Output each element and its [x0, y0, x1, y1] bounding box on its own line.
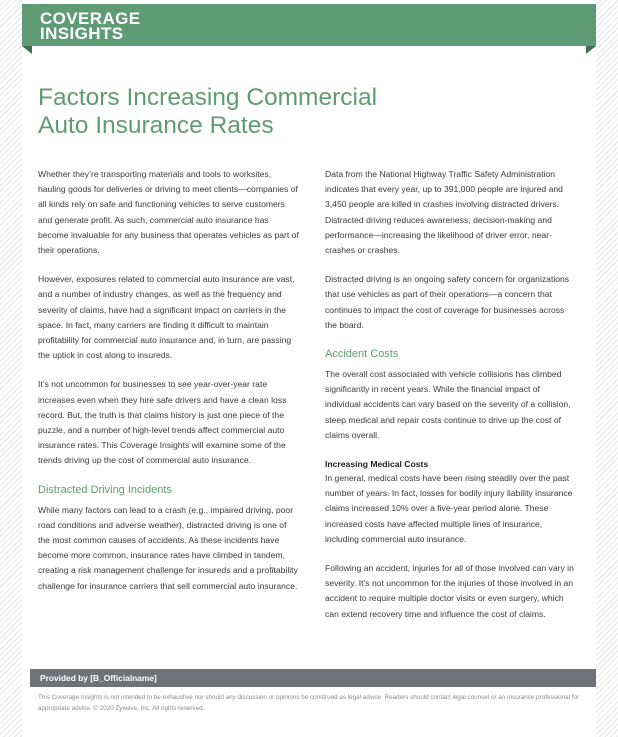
banner-fold-right: [586, 46, 596, 54]
accident-costs-paragraph: The overall cost associated with vehicle collisions has climbed significantly in recent years. While the financial impact of individual accidents can vary based on the severity of a collision, steep medical and repair costs continue to drive up the cost of claims overall.: [325, 369, 571, 440]
distracted-driving-paragraph: While many factors can lead to a crash (e.g., impaired driving, poor road conditions and adverse weather), distracted driving is one of the most common causes of accidents. As these incidents have become more common, insurance rates have climbed in tandem, creating a risk management challenge for insureds and a profitability challenge for insurance carriers that sell commercial auto insurance.: [38, 504, 298, 591]
exposures-paragraph: However, exposures related to commercial auto insurance are vast, and a number of industry changes, as well as the frequency and severity of claims, have had a significant impact on carriers in the space. In fact, many carriers are finding it difficult to maintain profitability for commercial auto insurance and, in turn, are passing the uptick in cost along to insureds.: [38, 274, 295, 361]
left-margin-pattern: [0, 0, 22, 737]
nhtsa-paragraph: Data from the National Highway Traffic Safety Administration indicates that every year, up to 391,000 people are injured and 3,450 people are killed in crashes involving distracted drivers. Distracted driving reduces awareness, decision-making and performance—increasing the likelihood of driver error, near-crashes or crashes.: [325, 169, 563, 256]
title-line-1: Factors Increasing Commercial: [38, 84, 378, 111]
right-column: [325, 167, 577, 636]
intro-paragraph: Whether they’re transporting materials and tools to worksites, hauling goods for deliveries or driving to meet clients—companies of all kinds rely on safe and functioning vehicles to serve customers and generate profit. As such, commercial auto insurance has become invaluable for any business that operates vehicles as part of their operations.: [38, 169, 299, 256]
page-title: [38, 84, 458, 140]
banner-fold-left: [22, 46, 32, 54]
header-banner: [22, 4, 596, 46]
accident-costs-heading: Accident Costs: [325, 348, 399, 361]
document-page: [22, 0, 596, 737]
trends-paragraph: It’s not uncommon for businesses to see year-over-year rate increases even when they hire safe drivers and have a clean loss record. But, the truth is that claims history is just one piece of the puzzle, and a number of high-level trends affect commercial auto insurance rates. This Coverage Insights will examine some of the trends driving up the cost of commercial auto insurance.: [38, 379, 287, 466]
brand-line-2: INSIGHTS: [40, 24, 124, 43]
medical-costs-heading: Increasing Medical Costs: [325, 459, 429, 470]
medical-costs-paragraph: In general, medical costs have been rising steadily over the past number of years. In fact, losses for bodily injury liability insurance claims increased 10% over a five-year period alone. These increased costs have affected multiple lines of insurance, including commercial auto insurance.: [325, 473, 573, 544]
right-margin-pattern: [596, 0, 618, 737]
provided-by-bar: Provided by [B_Officialname]: [30, 669, 596, 687]
title-line-2: Auto Insurance Rates: [38, 112, 274, 139]
injuries-paragraph: Following an accident, injuries for all of those involved can vary in severity. It’s not uncommon for the injuries of those involved in an accident to require multiple doctor visits or even surgery, which can extend recovery time and influence the cost of claims.: [325, 563, 574, 619]
brand-line-1: COVERAGE: [40, 9, 141, 28]
safety-concern-paragraph: Distracted driving is an ongoing safety concern for organizations that use vehicles as part of their operations—a concern that continues to impact the cost of coverage for businesses across the board.: [325, 274, 570, 330]
distracted-driving-heading: Distracted Driving Incidents: [38, 483, 172, 496]
legal-disclaimer: This Coverage Insights is not intended to be exhaustive nor should any discussion or opinions be construed as legal advice. Readers should contact legal counsel or an insurance professional for appropriate advice. © 2020 Zywave, Inc. All rights reserved.: [38, 694, 580, 712]
brand-logo: [40, 11, 141, 41]
left-column: [38, 167, 300, 608]
